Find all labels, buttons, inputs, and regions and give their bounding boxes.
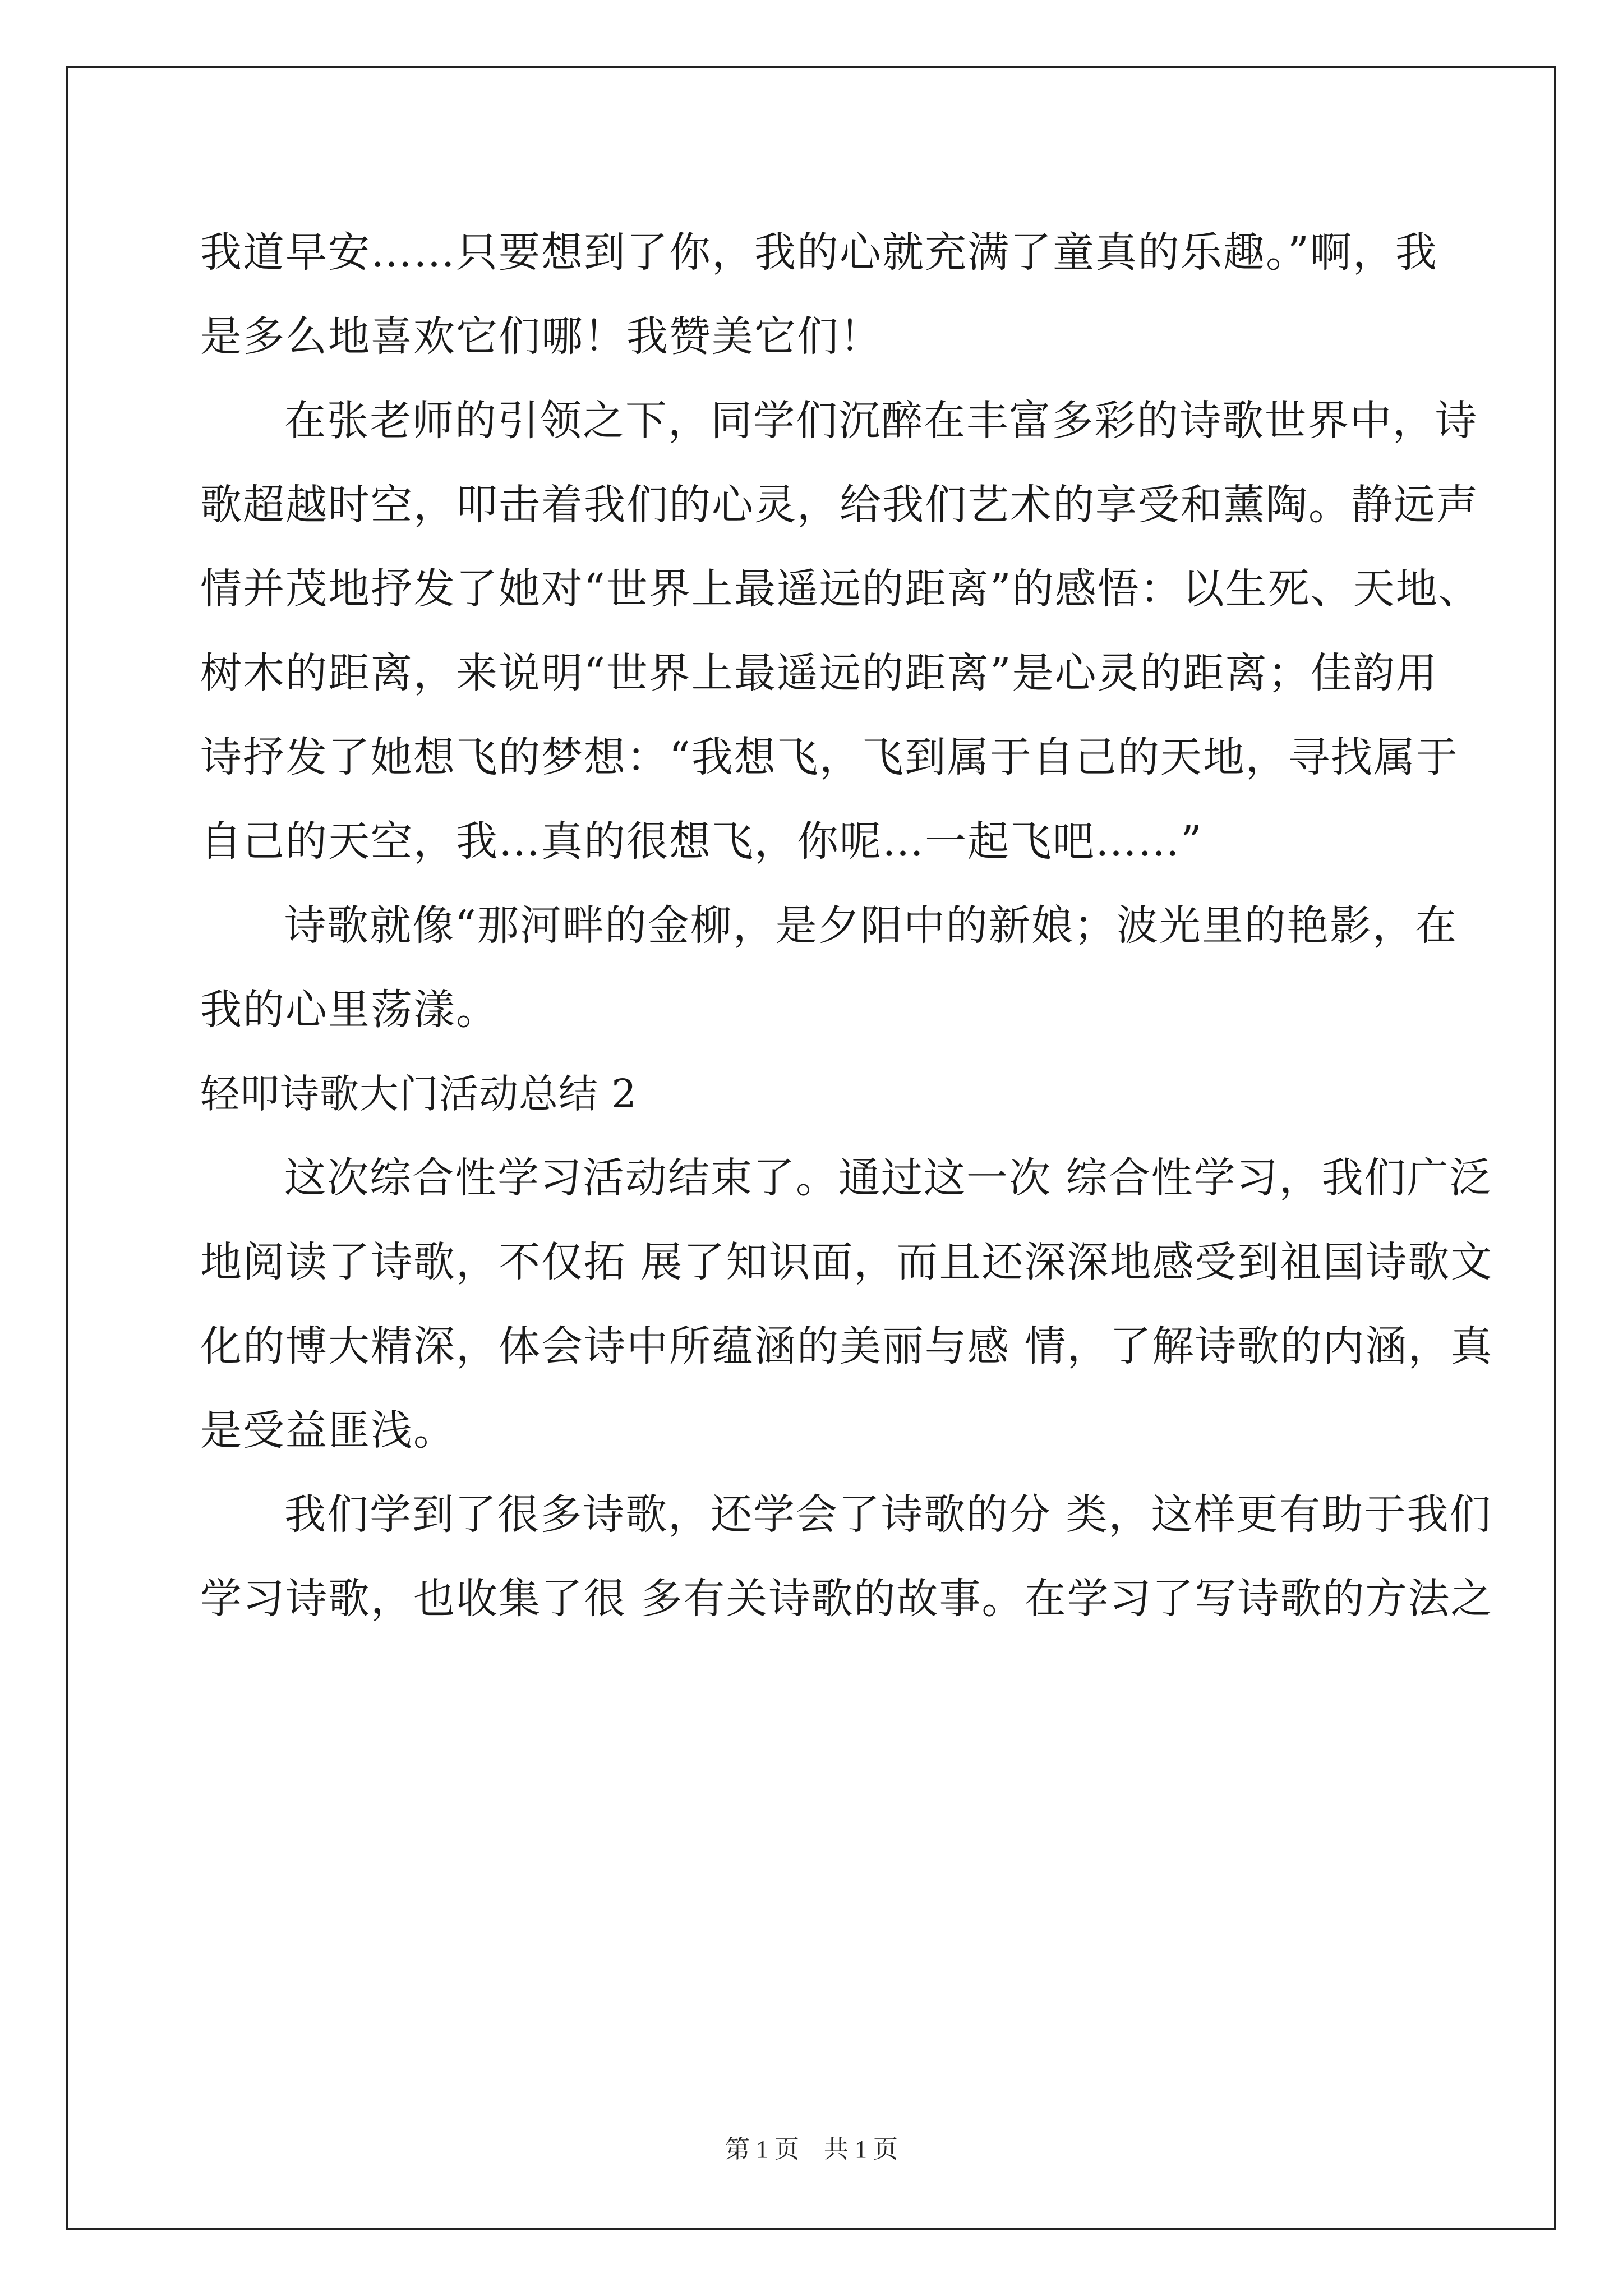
text-line-6: 树木的距离，来说明“世界上最遥远的距离”是心灵的距离；佳韵用 — [200, 649, 1438, 697]
text-line-12: 这次综合性学习活动结束了。通过这一次 综合性学习，我们广泛 — [284, 1154, 1492, 1202]
text-line-13: 地阅读了诗歌，不仅拓 展了知识面，而且还深深地感受到祖国诗歌文 — [200, 1238, 1493, 1286]
text-line-5: 情并茂地抒发了她对“世界上最遥远的距离”的感悟：以生死、天地、 — [200, 565, 1481, 613]
text-line-2: 是多么地喜欢它们哪！我赞美它们！ — [200, 312, 882, 361]
page-total: 共 1 页 — [824, 2136, 898, 2163]
text-line-4: 歌超越时空，叩击着我们的心灵，给我们艺术的享受和薰陶。静远声 — [200, 481, 1479, 529]
page-footer — [0, 2133, 1623, 2166]
text-line-9: 诗歌就像“那河畔的金柳，是夕阳中的新娘；波光里的艳影，在 — [284, 901, 1458, 950]
text-line-16: 我们学到了很多诗歌，还学会了诗歌的分 类，这样更有助于我们 — [284, 1490, 1492, 1539]
text-line-8: 自己的天空，我…真的很想飞，你呢…一起飞吧……” — [200, 817, 1203, 866]
text-line-10: 我的心里荡漾。 — [200, 986, 499, 1034]
text-line-17: 学习诗歌，也收集了很 多有关诗歌的故事。在学习了写诗歌的方法之 — [200, 1575, 1493, 1623]
text-line-7: 诗抒发了她想飞的梦想：“我想飞，飞到属于自己的天地，寻找属于 — [200, 733, 1459, 781]
text-line-1: 我道早安……只要想到了你，我的心就充满了童真的乐趣。”啊，我 — [200, 228, 1438, 277]
text-line-15: 是受益匪浅。 — [200, 1406, 456, 1455]
page-number: 第 1 页 — [725, 2136, 799, 2163]
document-body — [200, 222, 1493, 1652]
text-line-14: 化的博大精深，体会诗中所蕴涵的美丽与感 情，了解诗歌的内涵，真 — [200, 1322, 1493, 1370]
section-heading: 轻叩诗歌大门活动总结 2 — [200, 1071, 637, 1117]
text-line-3: 在张老师的引领之下，同学们沉醉在丰富多彩的诗歌世界中，诗 — [284, 397, 1478, 445]
